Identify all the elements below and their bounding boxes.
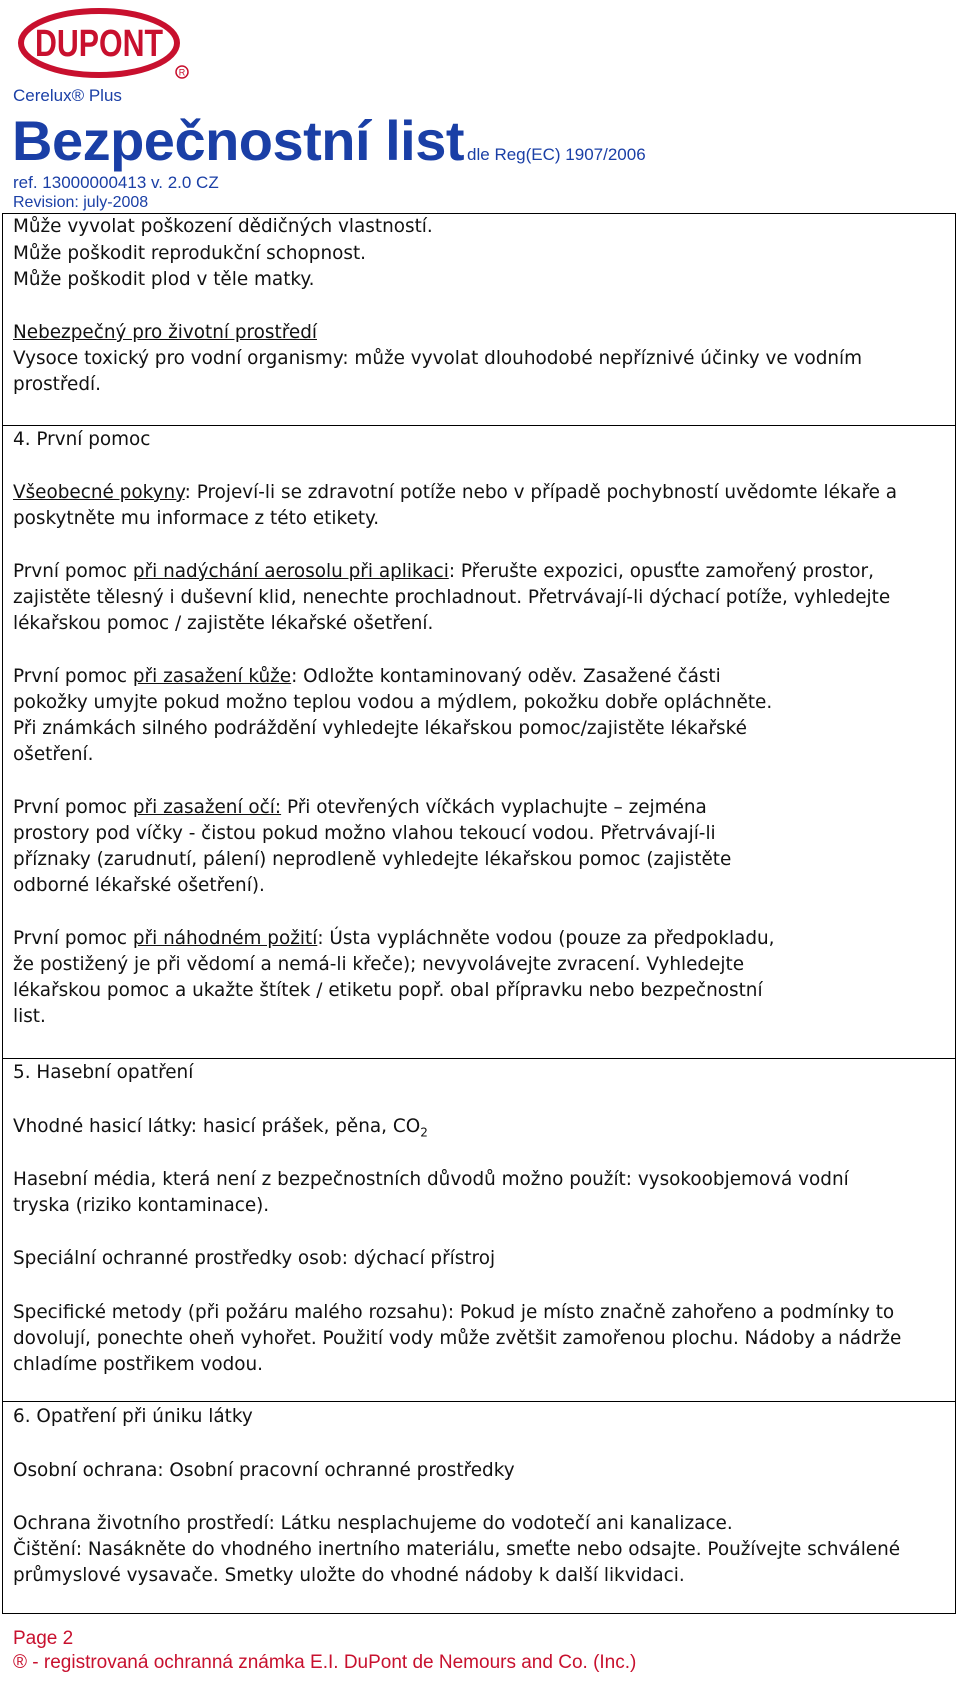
eye-contact-line: prostory pod víčky - čistou pokud možno vlahou tekoucí vodou. Přetrvávají-li — [13, 823, 716, 844]
ingestion-line: lékařskou pomoc a ukažte štítek / etiketu popř. obal přípravku nebo bezpečnostní — [13, 980, 763, 1001]
specific-methods-line: dovolují, ponechte oheň vyhořet. Použití vody může zvětšit zamořenou plochu. Nádoby a nádrže — [13, 1328, 902, 1349]
reference-number: ref. 13000000413 v. 2.0 CZ — [13, 173, 219, 192]
document-title — [12, 108, 646, 173]
skin-text: : Odložte kontaminovaný oděv. Zasažené části — [291, 666, 721, 687]
environmental-protection: Ochrana životního prostředí: Látku nesplachujeme do vodotečí ani kanalizace. — [13, 1513, 733, 1534]
section-5-heading: 5. Hasební opatření — [13, 1062, 194, 1083]
page-number: Page 2 — [13, 1628, 74, 1649]
section-6-heading: 6. Opatření při úniku látky — [13, 1406, 253, 1427]
ingestion-line — [13, 926, 775, 953]
cleanup-line: průmyslové vysavače. Smetky uložte do vhodné nádoby k další likvidaci. — [13, 1565, 685, 1586]
skin-contact-line — [13, 664, 721, 691]
skin-contact-line: pokožky umyjte pokud možno teplou vodou a mýdlem, pokožku dobře opláchněte. — [13, 692, 773, 713]
hazard-line: Může vyvolat poškození dědičných vlastností. — [13, 216, 433, 237]
cleanup-line: Čištění: Nasákněte do vhodného inertního materiálu, smeťte nebo odsajte. Používejte schválené — [13, 1539, 901, 1560]
specific-methods-line: chladíme postřikem vodou. — [13, 1354, 264, 1375]
environment-hazard-title: Nebezpečný pro životní prostředí — [13, 322, 317, 343]
specific-methods-line: Specifické metody (při požáru malého rozsahu): Pokud je místo značně zahořeno a podmínky to — [13, 1302, 895, 1323]
ingestion-line: že postižený je při vědomí a nemá-li křeče); nevyvolávejte zvracení. Vyhledejte — [13, 954, 745, 975]
skin-contact-line: Při známkách silného podráždění vyhledejte lékařskou pomoc/zajistěte lékařské — [13, 718, 747, 739]
section-4-heading: 4. První pomoc — [13, 429, 151, 450]
skin-prefix: První pomoc — [13, 666, 133, 687]
eye-contact-line: příznaky (zarudnutí, pálení) neprodleně vyhledejte lékařskou pomoc (zajistěte — [13, 849, 732, 870]
inhalation-text: : Přerušte expozici, opusťte zamořený prostor, — [448, 561, 874, 582]
eye-contact-line — [13, 795, 707, 822]
general-advice-line — [13, 480, 897, 507]
ingestion-prefix: První pomoc — [13, 928, 133, 949]
inhalation-line: lékařskou pomoc / zajistěte lékařské ošetření. — [13, 613, 434, 634]
unsuitable-media-line: Hasební média, která není z bezpečnostních důvodů možno použít: vysokoobjemová vodní — [13, 1169, 849, 1190]
inhalation-label: při nadýchání aerosolu při aplikaci — [132, 561, 449, 582]
svg-text:R: R — [178, 67, 186, 78]
eye-contact-line: odborné lékařské ošetření). — [13, 875, 265, 896]
title-main: Bezpečnostní list — [12, 109, 465, 172]
extinguishing-agents — [13, 1114, 428, 1141]
skin-label: při zasažení kůže — [132, 666, 292, 687]
hazard-line: Může poškodit plod v těle matky. — [13, 269, 315, 290]
agents-subscript: 2 — [420, 1125, 428, 1140]
personal-protection: Osobní ochrana: Osobní pracovní ochranné prostředky — [13, 1460, 515, 1481]
skin-contact-line: ošetření. — [13, 744, 94, 765]
eye-prefix: První pomoc — [13, 797, 133, 818]
inhalation-line — [13, 559, 874, 586]
product-name: Cerelux® Plus — [13, 86, 122, 105]
eye-label: při zasažení očí: — [132, 797, 282, 818]
general-advice-text: : Projeví-li se zdravotní potíže nebo v případě pochybností uvědomte lékaře a — [184, 482, 898, 503]
environment-hazard-line: prostředí. — [13, 374, 101, 395]
unsuitable-media-line: tryska (riziko kontaminace). — [13, 1195, 270, 1216]
dupont-logo — [14, 6, 200, 80]
trademark-notice: ® - registrovaná ochranná známka E.I. DuPont de Nemours and Co. (Inc.) — [13, 1652, 637, 1673]
inhalation-prefix: První pomoc — [13, 561, 133, 582]
revision-date: Revision: july-2008 — [13, 194, 149, 211]
ingestion-label: při náhodném požití — [132, 928, 318, 949]
inhalation-line: zajistěte tělesný i duševní klid, nenechte prochladnout. Přetrvávají-li dýchací potíže, vyhledejte — [13, 587, 891, 608]
general-advice-label: Všeobecné pokyny — [13, 482, 185, 503]
title-regulation: dle Reg(EC) 1907/2006 — [467, 145, 646, 164]
eye-text: Při otevřených víčkách vyplachujte – zejména — [281, 797, 707, 818]
general-advice-line: poskytněte mu informace z této etikety. — [13, 508, 380, 529]
agents-text: Vhodné hasicí látky: hasicí prášek, pěna, CO — [13, 1116, 421, 1137]
ingestion-text: : Ústa vypláchněte vodou (pouze za předpokladu, — [317, 928, 775, 949]
environment-hazard-line: Vysoce toxický pro vodní organismy: může vyvolat dlouhodobé nepříznivé účinky ve vodním — [13, 348, 863, 369]
ingestion-line: list. — [13, 1006, 46, 1027]
protective-equipment: Speciální ochranné prostředky osob: dýchací přístroj — [13, 1248, 496, 1269]
hazard-line: Může poškodit reprodukční schopnost. — [13, 243, 367, 264]
svg-text:DUPONT: DUPONT — [35, 23, 163, 65]
